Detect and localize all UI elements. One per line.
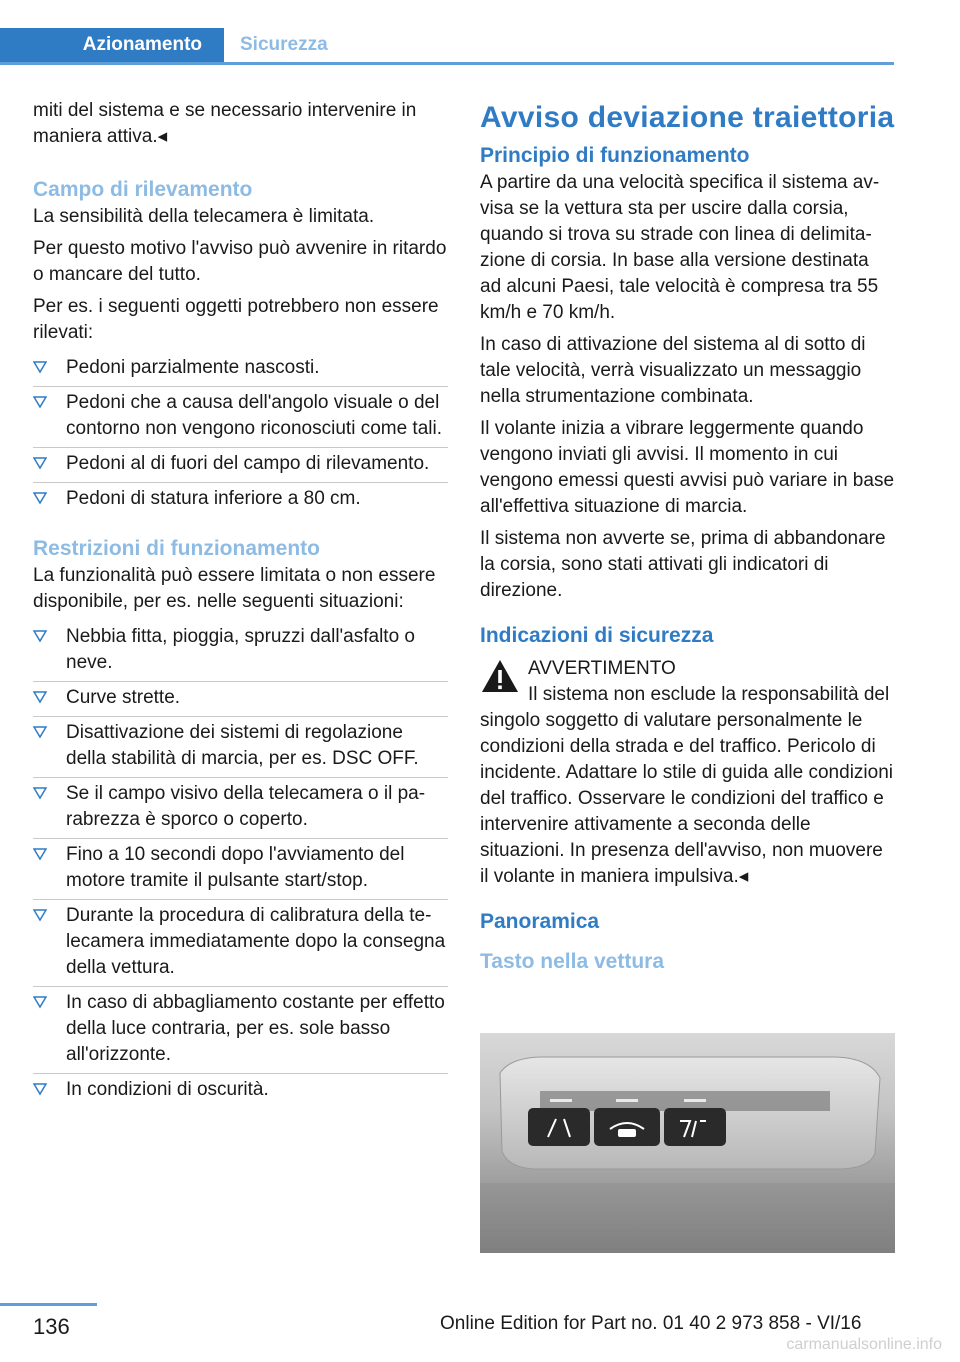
campo-heading: Campo di rilevamento	[33, 178, 253, 201]
header-tab-bar	[0, 28, 894, 65]
list-item	[33, 682, 448, 717]
page-number: 136	[33, 1314, 70, 1339]
warning-text: Il sistema non esclude la responsabilità del singolo soggetto di valutare personalmente le condizioni della strada e del traffico. Pericolo di incidente. Adattare lo stile di guida alle condizioni del traffico. Osservare le condizioni del traffico e intervenire attivamente a seconda delle situazioni. In presenza dell'avviso, non muovere il volante in maniera impulsiva.◂	[480, 684, 893, 887]
tab-azionamento[interactable]: Azionamento	[0, 28, 224, 62]
triangle-bullet-icon	[33, 456, 47, 470]
right-column	[480, 98, 895, 976]
restrizioni-p1: La funzionalità può essere limitata o non essere disponibile, per es. nelle seguenti situazioni:	[33, 565, 436, 612]
list-item-text: Curve strette.	[66, 687, 181, 708]
principio-heading: Principio di funzionamento	[480, 144, 750, 167]
list-item	[33, 900, 448, 987]
list-item	[33, 1074, 448, 1108]
triangle-bullet-icon	[33, 995, 47, 1009]
list-item	[33, 987, 448, 1074]
triangle-bullet-icon	[33, 360, 47, 374]
section-title: Avviso deviazione traiettoria	[480, 101, 895, 134]
list-item	[33, 778, 448, 839]
sicurezza-heading: Indicazioni di sicurezza	[480, 624, 714, 647]
warning-block	[480, 656, 895, 890]
intro-text: miti del sistema e se necessario intervenire in maniera attiva.◂	[33, 100, 417, 147]
warning-label: AVVERTIMENTO	[528, 658, 676, 679]
list-item-text: Se il campo visivo della telecamera o il parabrezza è sporco o coperto.	[66, 783, 426, 830]
principio-p3: Il volante inizia a vibrare leggermente quando vengono inviati gli avvisi. Il momento in cui vengono emessi questi avvisi può variare in base all'effettiva situazione di marcia.	[480, 418, 895, 517]
campo-p3: Per es. i seguenti oggetti potrebbero non essere rilevati:	[33, 296, 439, 343]
triangle-bullet-icon	[33, 395, 47, 409]
list-item-text: Pedoni al di fuori del campo di rilevamento.	[66, 453, 430, 474]
list-item-text: Nebbia fitta, pioggia, spruzzi dall'asfalto o neve.	[66, 626, 415, 673]
list-item	[33, 387, 448, 448]
triangle-bullet-icon	[33, 847, 47, 861]
campo-p2: Per questo motivo l'avviso può avvenire in ritardo o mancare del tutto.	[33, 238, 447, 285]
list-item	[33, 839, 448, 900]
list-item-text: Pedoni di statura inferiore a 80 cm.	[66, 488, 361, 509]
warning-triangle-icon	[480, 658, 520, 694]
button-panel-photo	[480, 1033, 895, 1253]
triangle-bullet-icon	[33, 786, 47, 800]
list-item-text: Fino a 10 secondi dopo l'avviamento del motore tramite il pulsante start/stop.	[66, 844, 405, 891]
list-item-text: Disattivazione dei sistemi di regolazione della stabilità di marcia, per es. DSC OFF.	[66, 722, 419, 769]
triangle-bullet-icon	[33, 1082, 47, 1096]
list-item	[33, 717, 448, 778]
tasto-heading: Tasto nella vettura	[480, 950, 664, 973]
principio-p4: Il sistema non avverte se, prima di abbandonare la corsia, sono stati attivati gli indicatori di direzione.	[480, 528, 886, 601]
restrizioni-heading: Restrizioni di funzionamento	[33, 537, 320, 560]
triangle-bullet-icon	[33, 908, 47, 922]
triangle-bullet-icon	[33, 629, 47, 643]
panoramica-heading: Panoramica	[480, 910, 600, 933]
principio-p2: In caso di attivazione del sistema al di sotto di tale velocità, verrà visualizzato un messaggio nella strumentazione combinata.	[480, 334, 866, 407]
list-item-text: Pedoni parzialmente nascosti.	[66, 357, 320, 378]
restrizioni-list	[33, 621, 448, 1108]
triangle-bullet-icon	[33, 491, 47, 505]
campo-p1: La sensibilità della telecamera è limitata.	[33, 206, 375, 227]
list-item-text: In caso di abbagliamento costante per effetto della luce contraria, per es. sole basso all'orizzonte.	[66, 992, 445, 1065]
list-item	[33, 621, 448, 682]
triangle-bullet-icon	[33, 690, 47, 704]
list-item-text: In condizioni di oscurità.	[66, 1079, 269, 1100]
list-item-text: Pedoni che a causa dell'angolo visuale o del contorno non vengono riconosciuti come tali.	[66, 392, 443, 439]
footer-edition: Online Edition for Part no. 01 40 2 973 858 - VI/16	[440, 1313, 862, 1334]
left-column	[33, 98, 448, 1114]
list-item-text: Durante la procedura di calibratura della telecamera immediatamente dopo la consegna della vettura.	[66, 905, 446, 978]
list-item	[33, 448, 448, 483]
principio-p1: A partire da una velocità specifica il sistema avvisa se la vettura sta per uscire dalla corsia, quando si trova su strade con linea di delimitazione di corsia. In base alla versione destinata ad alcuni Paesi, tale velocità è compresa tra 55 km/h e 70 km/h.	[480, 172, 880, 323]
page-number-rule	[0, 1303, 97, 1306]
watermark: carmanualsonline.info	[786, 1336, 942, 1353]
campo-list	[33, 352, 448, 517]
list-item	[33, 352, 448, 387]
tab-sicurezza[interactable]: Sicurezza	[240, 34, 328, 55]
triangle-bullet-icon	[33, 725, 47, 739]
list-item	[33, 483, 448, 517]
